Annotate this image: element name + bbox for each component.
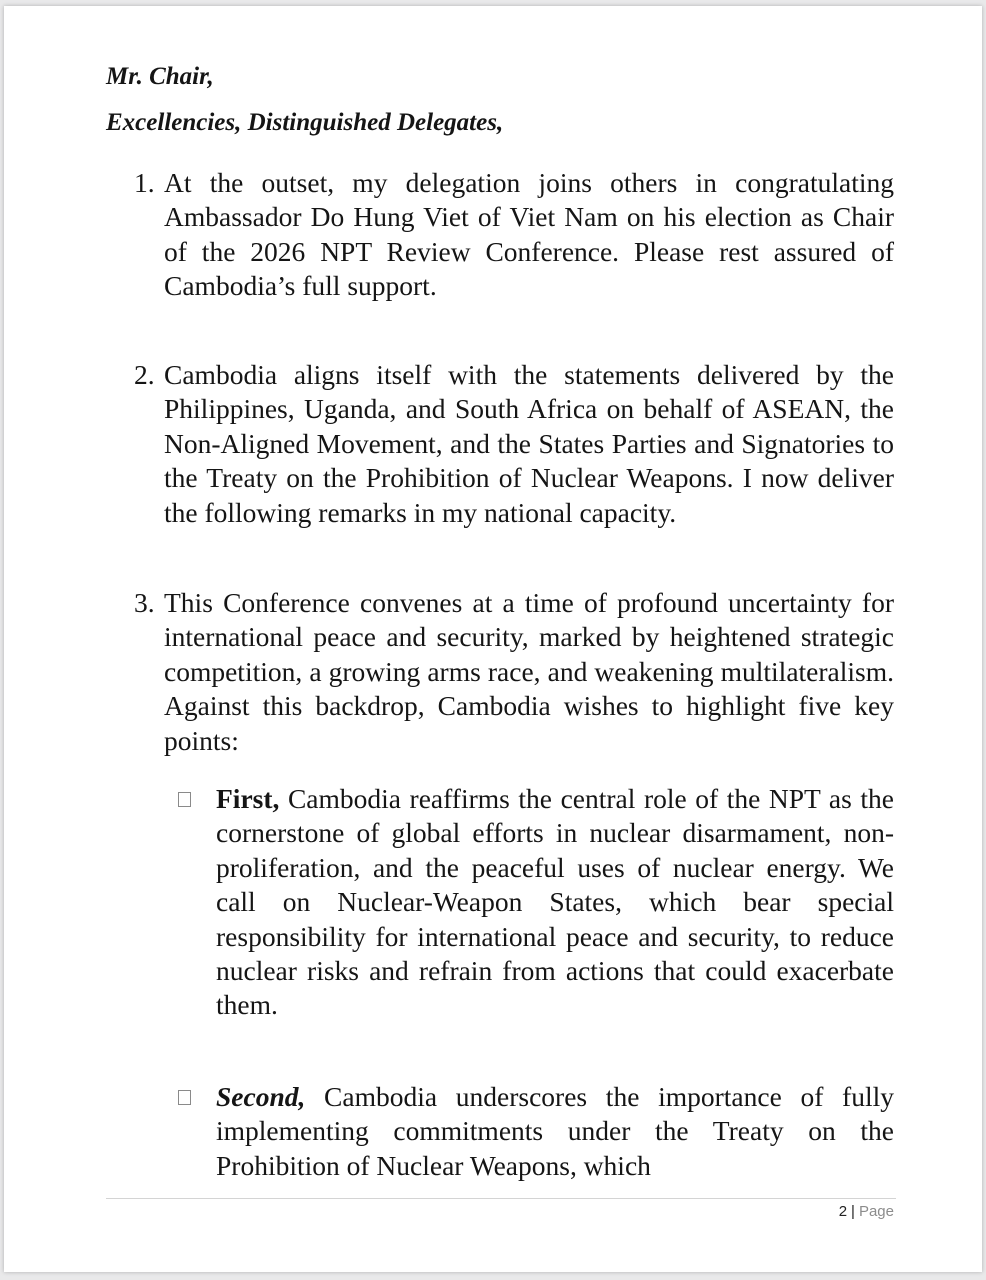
bullet-lead: Second, xyxy=(216,1081,306,1112)
bullet-point xyxy=(176,782,894,1023)
salutation-delegates: Excellencies, Distinguished Delegates, xyxy=(106,109,504,136)
bullet-text xyxy=(216,1080,894,1183)
paragraph-text: At the outset, my delegation joins others in congratulating Ambassador Do Hung Viet of Viet Nam on his election as Chair of the 2026 NPT Review Conference. Please rest assured of Cambodia’s full support. xyxy=(164,167,894,302)
paragraph-number: 1. xyxy=(134,167,155,198)
page-number: 2 xyxy=(838,1203,848,1220)
numbered-paragraph xyxy=(134,586,894,758)
page-footer xyxy=(839,1203,894,1220)
bullet-box-icon xyxy=(178,792,191,807)
bullet-point xyxy=(176,1080,894,1184)
bullet-box-icon xyxy=(178,1090,191,1105)
paragraph-number: 3. xyxy=(134,587,155,618)
document-page xyxy=(4,6,982,1272)
bullet-body: Cambodia reaffirms the central role of the NPT as the cornerstone of global efforts in nuclear disarmament, non-proliferation, and the peaceful uses of nuclear energy. We call on Nuclear-Weapon States, which bear special responsibility for international peace and security, to reduce nuclear risks and refrain from actions that could exacerbate them. xyxy=(216,783,894,1021)
numbered-paragraph xyxy=(134,358,894,530)
footer-divider xyxy=(106,1198,896,1199)
paragraph-text: Cambodia aligns itself with the statements delivered by the Philippines, Uganda, and South Africa on behalf of ASEAN, the Non-Aligned Movement, and the States Parties and Signatories to the Treaty on the Prohibition of Nuclear Weapons. I now deliver the following remarks in my national capacity. xyxy=(164,359,894,528)
salutation-chair: Mr. Chair, xyxy=(106,63,214,90)
paragraph-number: 2. xyxy=(134,359,155,390)
footer-separator: | xyxy=(851,1203,855,1220)
page-label: Page xyxy=(858,1203,894,1220)
paragraph-text: This Conference convenes at a time of profound uncertainty for international peace and security, marked by heightened strategic competition, a growing arms race, and weakening multilateralism. Against this backdrop, Cambodia wishes to highlight five key points: xyxy=(164,587,894,756)
bullet-lead: First, xyxy=(216,783,280,814)
bullet-text xyxy=(216,782,894,1023)
numbered-paragraph xyxy=(134,166,894,304)
bullet-body: Cambodia underscores the importance of fully implementing commitments under the Treaty on the Prohibition of Nuclear Weapons, which xyxy=(216,1081,894,1181)
